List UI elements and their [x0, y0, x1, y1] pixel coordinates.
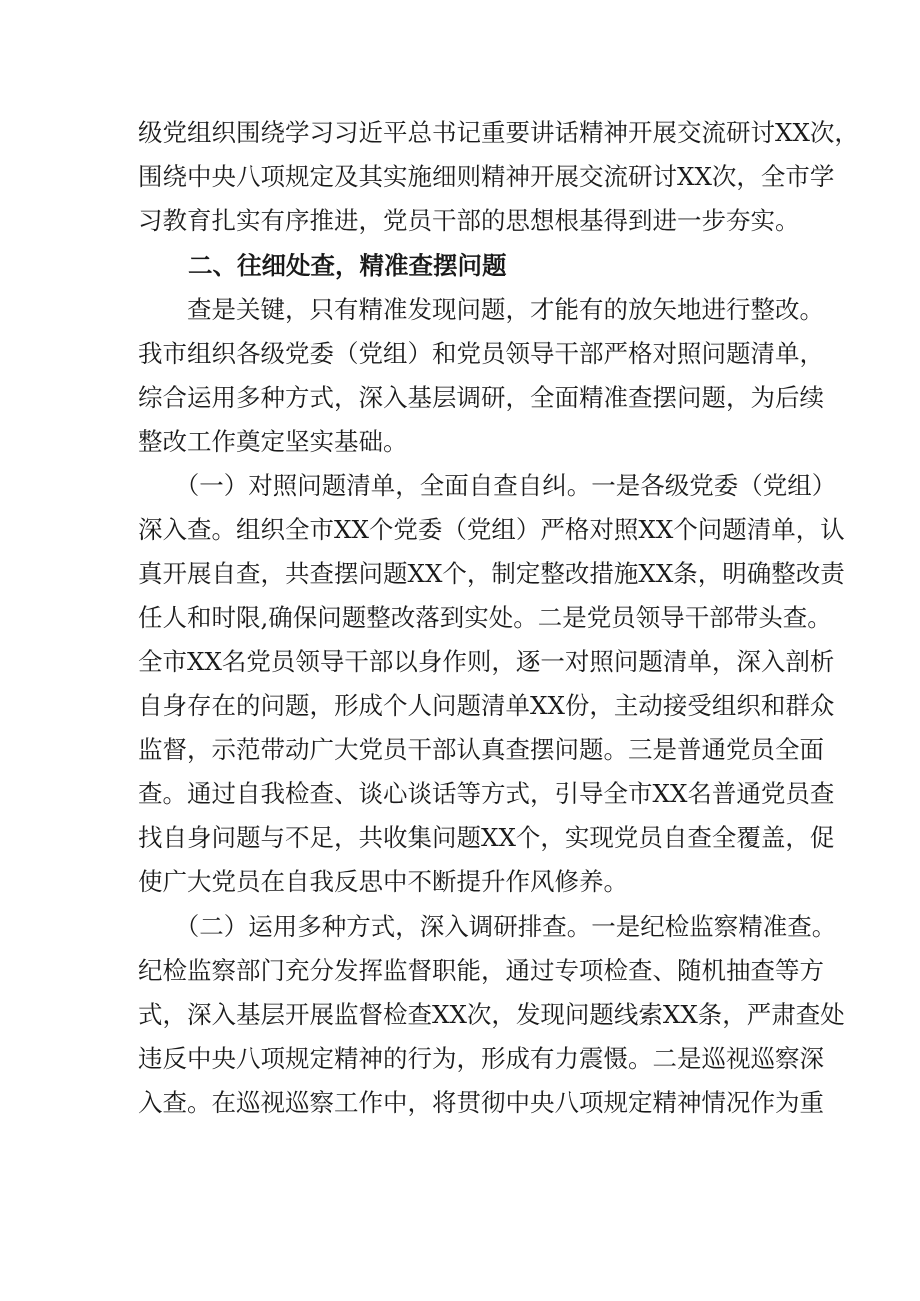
paragraph-line: 围绕中央八项规定及其实施细则精神开展交流研讨XX次，全市学: [138, 162, 835, 191]
paragraph-line: 综合运用多种方式，深入基层调研，全面精准查摆问题，为后续: [138, 383, 824, 412]
paragraph-line: 深入查。组织全市XX个党委（党组）严格对照XX个问题清单，认: [138, 515, 845, 544]
paragraph-line: 使广大党员在自我反思中不断提升作风修养。: [138, 867, 628, 896]
paragraph-line: 级党组织围绕学习习近平总书记重要讲话精神开展交流研讨XX次，: [138, 118, 859, 147]
paragraph-line: 全市XX名党员领导干部以身作则，逐一对照问题清单，深入剖析: [138, 647, 835, 676]
paragraph-line: 纪检监察部门充分发挥监督职能，通过专项检查、随机抽查等方: [138, 956, 824, 985]
paragraph-line: 我市组织各级党委（党组）和党员领导干部严格对照问题清单，: [138, 339, 824, 368]
paragraph-line: 入查。在巡视巡察工作中，将贯彻中央八项规定精神情况作为重: [138, 1088, 824, 1117]
paragraph-line: 自身存在的问题，形成个人问题清单XX份，主动接受组织和群众: [138, 691, 835, 720]
paragraph-line: （一）对照问题清单，全面自查自纠。一是各级党委（党组）: [138, 471, 837, 500]
paragraph-line: 整改工作奠定坚实基础。: [138, 427, 408, 456]
paragraph-line: 式，深入基层开展监督检查XX次，发现问题线索XX条，严肃查处: [138, 1000, 845, 1029]
paragraph-line: 真开展自查，共查摆问题XX个，制定整改措施XX条，明确整改责: [138, 559, 845, 588]
paragraph-line: 习教育扎实有序推进，党员干部的思想根基得到进一步夯实。: [138, 206, 800, 235]
paragraph-line: 任人和时限,确保问题整改落到实处。二是党员领导干部带头查。: [138, 603, 832, 632]
paragraph-line: 查是关键，只有精准发现问题，才能有的放矢地进行整改。: [138, 295, 824, 324]
section-heading: 二、往细处查，精准查摆问题: [188, 251, 507, 280]
paragraph-line: 查。通过自我检查、谈心谈话等方式，引导全市XX名普通党员查: [138, 779, 835, 808]
paragraph-line: 监督，示范带动广大党员干部认真查摆问题。三是普通党员全面: [138, 735, 824, 764]
paragraph-line: （二）运用多种方式，深入调研排查。一是纪检监察精准查。: [138, 912, 837, 941]
paragraph-line: 找自身问题与不足，共收集问题XX个，实现党员自查全覆盖，促: [138, 823, 835, 852]
paragraph-line: 违反中央八项规定精神的行为，形成有力震慑。二是巡视巡察深: [138, 1044, 824, 1073]
